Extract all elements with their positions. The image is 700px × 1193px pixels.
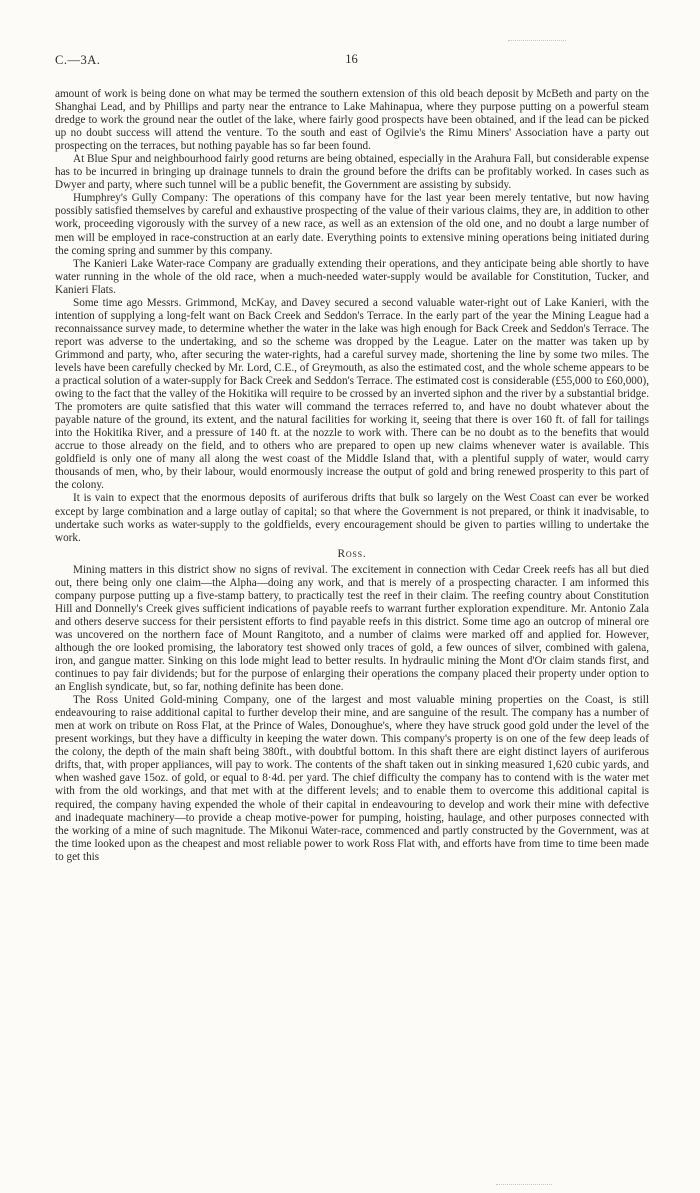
paragraph: The Kanieri Lake Water-race Company are gradually extending their operations, and they anticipate being able shortly to have water running in the whole of the old race, when a much-needed water-supply would be available for Constitution, Tucker, and Kanieri Flats. — [55, 257, 649, 296]
page-number: 16 — [345, 52, 358, 66]
paragraph: Mining matters in this district show no signs of revival. The excitement in connection with Cedar Creek reefs has all but died out, there being only one claim—the Alpha—doing any work, and that is merely of a prospecting character. I am informed this company purpose putting up a five-stamp battery, to practically test the reef in their claim. The reefing country about Constitution Hill and Donnelly's Creek gives sufficient indications of payable reefs to warrant further exploration expenditure. Mr. Antonio Zala and others deserve success for their persistent efforts to find payable reefs in this district. Some time ago an outcrop of mineral ore was uncovered on the northern face of Mount Rangitoto, and a number of claims were marked off and applied for. However, although the ore looked promising, the laboratory test showed only traces of gold, a few ounces of silver, combined with galena, iron, and gangue matter. Sinking on this lode might lead to better results. In hydraulic mining the Mont d'Or claim stands first, and continues to pay fair dividends; but for the purpose of enlarging their operations the company placed their property under option to an English syndicate, but, so far, nothing definite has been done. — [55, 563, 649, 694]
scan-artifact-bottom — [496, 1184, 552, 1186]
paragraph: Some time ago Messrs. Grimmond, McKay, and Davey secured a second valuable water-right out of Lake Kanieri, with the intention of supplying a long-felt want on Back Creek and Seddon's Terrace. In the early part of the year the Mining League had a reconnaissance survey made, to determine whether the water in the lake was high enough for Back Creek and Seddon's Terrace. The report was adverse to the undertaking, and so the scheme was dropped by the League. Later on the matter was taken up by Grimmond and party, who, after securing the water-rights, had a careful survey made, shortening the line by some two miles. The levels have been carefully checked by Mr. Lord, C.E., of Greymouth, as also the estimated cost, and the whole scheme appears to be a practical solution of a water-supply for Back Creek and Seddon's Terrace. The estimated cost is considerable (£55,000 to £60,000), owing to the fact that the valley of the Hokitika will require to be crossed by an inverted siphon and the river by a substantial bridge. The promoters are quite satisfied that this water will command the terraces referred to, and have no doubt whatever about the payable nature of the ground, its extent, and the natural facilities for working it, seeing that there is over 160 ft. of fall for tailings into the Hokitika River, and a pressure of 140 ft. at the nozzle to work with. There can be no doubt as to the benefits that would accrue to those already on the field, and to others who are prepared to open up new claims whenever water is available. This goldfield is only one of many all along the west coast of the Middle Island that, with a plentiful supply of water, would carry thousands of men, who, by their labour, would enormously increase the output of gold and bring renewed prosperity to this part of the colony. — [55, 296, 649, 492]
paragraph: At Blue Spur and neighbourhood fairly good returns are being obtained, especially in the Arahura Fall, but considerable expense has to be incurred in bringing up drainage tunnels to drain the ground before the drifts can be profitably worked. In cases such as Dwyer and party, where such tunnel will be a public benefit, the Government are assisting by subsidy. — [55, 153, 649, 192]
section-heading-ross: Ross. — [337, 547, 367, 560]
paragraph-continuation: amount of work is being done on what may be termed the southern extension of this old beach deposit by McBeth and party on the Shanghai Lead, and by Phillips and party near the entrance to Lake Mahinapua, where they purpose putting on a powerful steam dredge to work the ground near the outlet of the lake, where fairly good prospects have been obtained, and if the lead can be picked up no doubt success will attend the venture. To the south and east of Ogilvie's the Rimu Miners' Association have a party out prospecting on the terraces, but nothing payable has so far been found. — [55, 88, 649, 153]
page-header — [55, 52, 648, 68]
paragraph: Humphrey's Gully Company: The operations of this company have for the last year been merely tentative, but now having possibly satisfied themselves by careful and exhaustive prospecting of the value of their various claims, they are, in addition to other work, proceeding vigorously with the survey of a new race, as well as an extension of the old one, and no doubt a large number of men will be employed in race-construction at an early date. Everything points to extensive mining operations being initiated during the coming spring and summer by this company. — [55, 192, 649, 257]
paragraph: It is vain to expect that the enormous deposits of auriferous drifts that bulk so largely on the West Coast can ever be worked except by large combination and a large outlay of capital; so that where the Government is not prepared, or think it inadvisable, to undertake such works as water-supply to the goldfields, every encouragement should be given to parties willing to undertake the work. — [55, 492, 649, 544]
scan-artifact-top — [508, 40, 566, 42]
paragraph: The Ross United Gold-mining Company, one of the largest and most valuable mining properties on the Coast, is still endeavouring to raise additional capital to further develop their mine, and are sanguine of the result. The company has a number of men at work on tribute on Ross Flat, at the Prince of Wales, Donoughue's, where they have struck good gold under the level of the present workings, but they have a difficulty in keeping the water down. This company's property is on one of the few deep leads of the colony, the depth of the main shaft being 380ft., with doubtful bottom. In this shaft there are eight distinct layers of auriferous drifts, that, with proper appliances, will pay to work. The contents of the shaft taken out in sinking measured 1,620 cubic yards, and when washed gave 15oz. of gold, or equal to 8·4d. per yard. The chief difficulty the company has to contend with is the water met with from the old workings, and that met with at the different levels; and to enable them to overcome this additional capital is required, the company having expended the whole of their capital in endeavouring to develop and work their mine with defective and inadequate machinery—to provide a cheap motive-power for pumping, hoisting, haulage, and other purposes connected with the working of a mine of such magnitude. The Mikonui Water-race, commenced and partly constructed by the Government, was at the time looked upon as the cheapest and most reliable power to work Ross Flat with, and efforts have from time to time been made to get this — [55, 694, 649, 863]
document-body — [55, 88, 649, 864]
document-reference: C.—3A. — [55, 53, 101, 67]
